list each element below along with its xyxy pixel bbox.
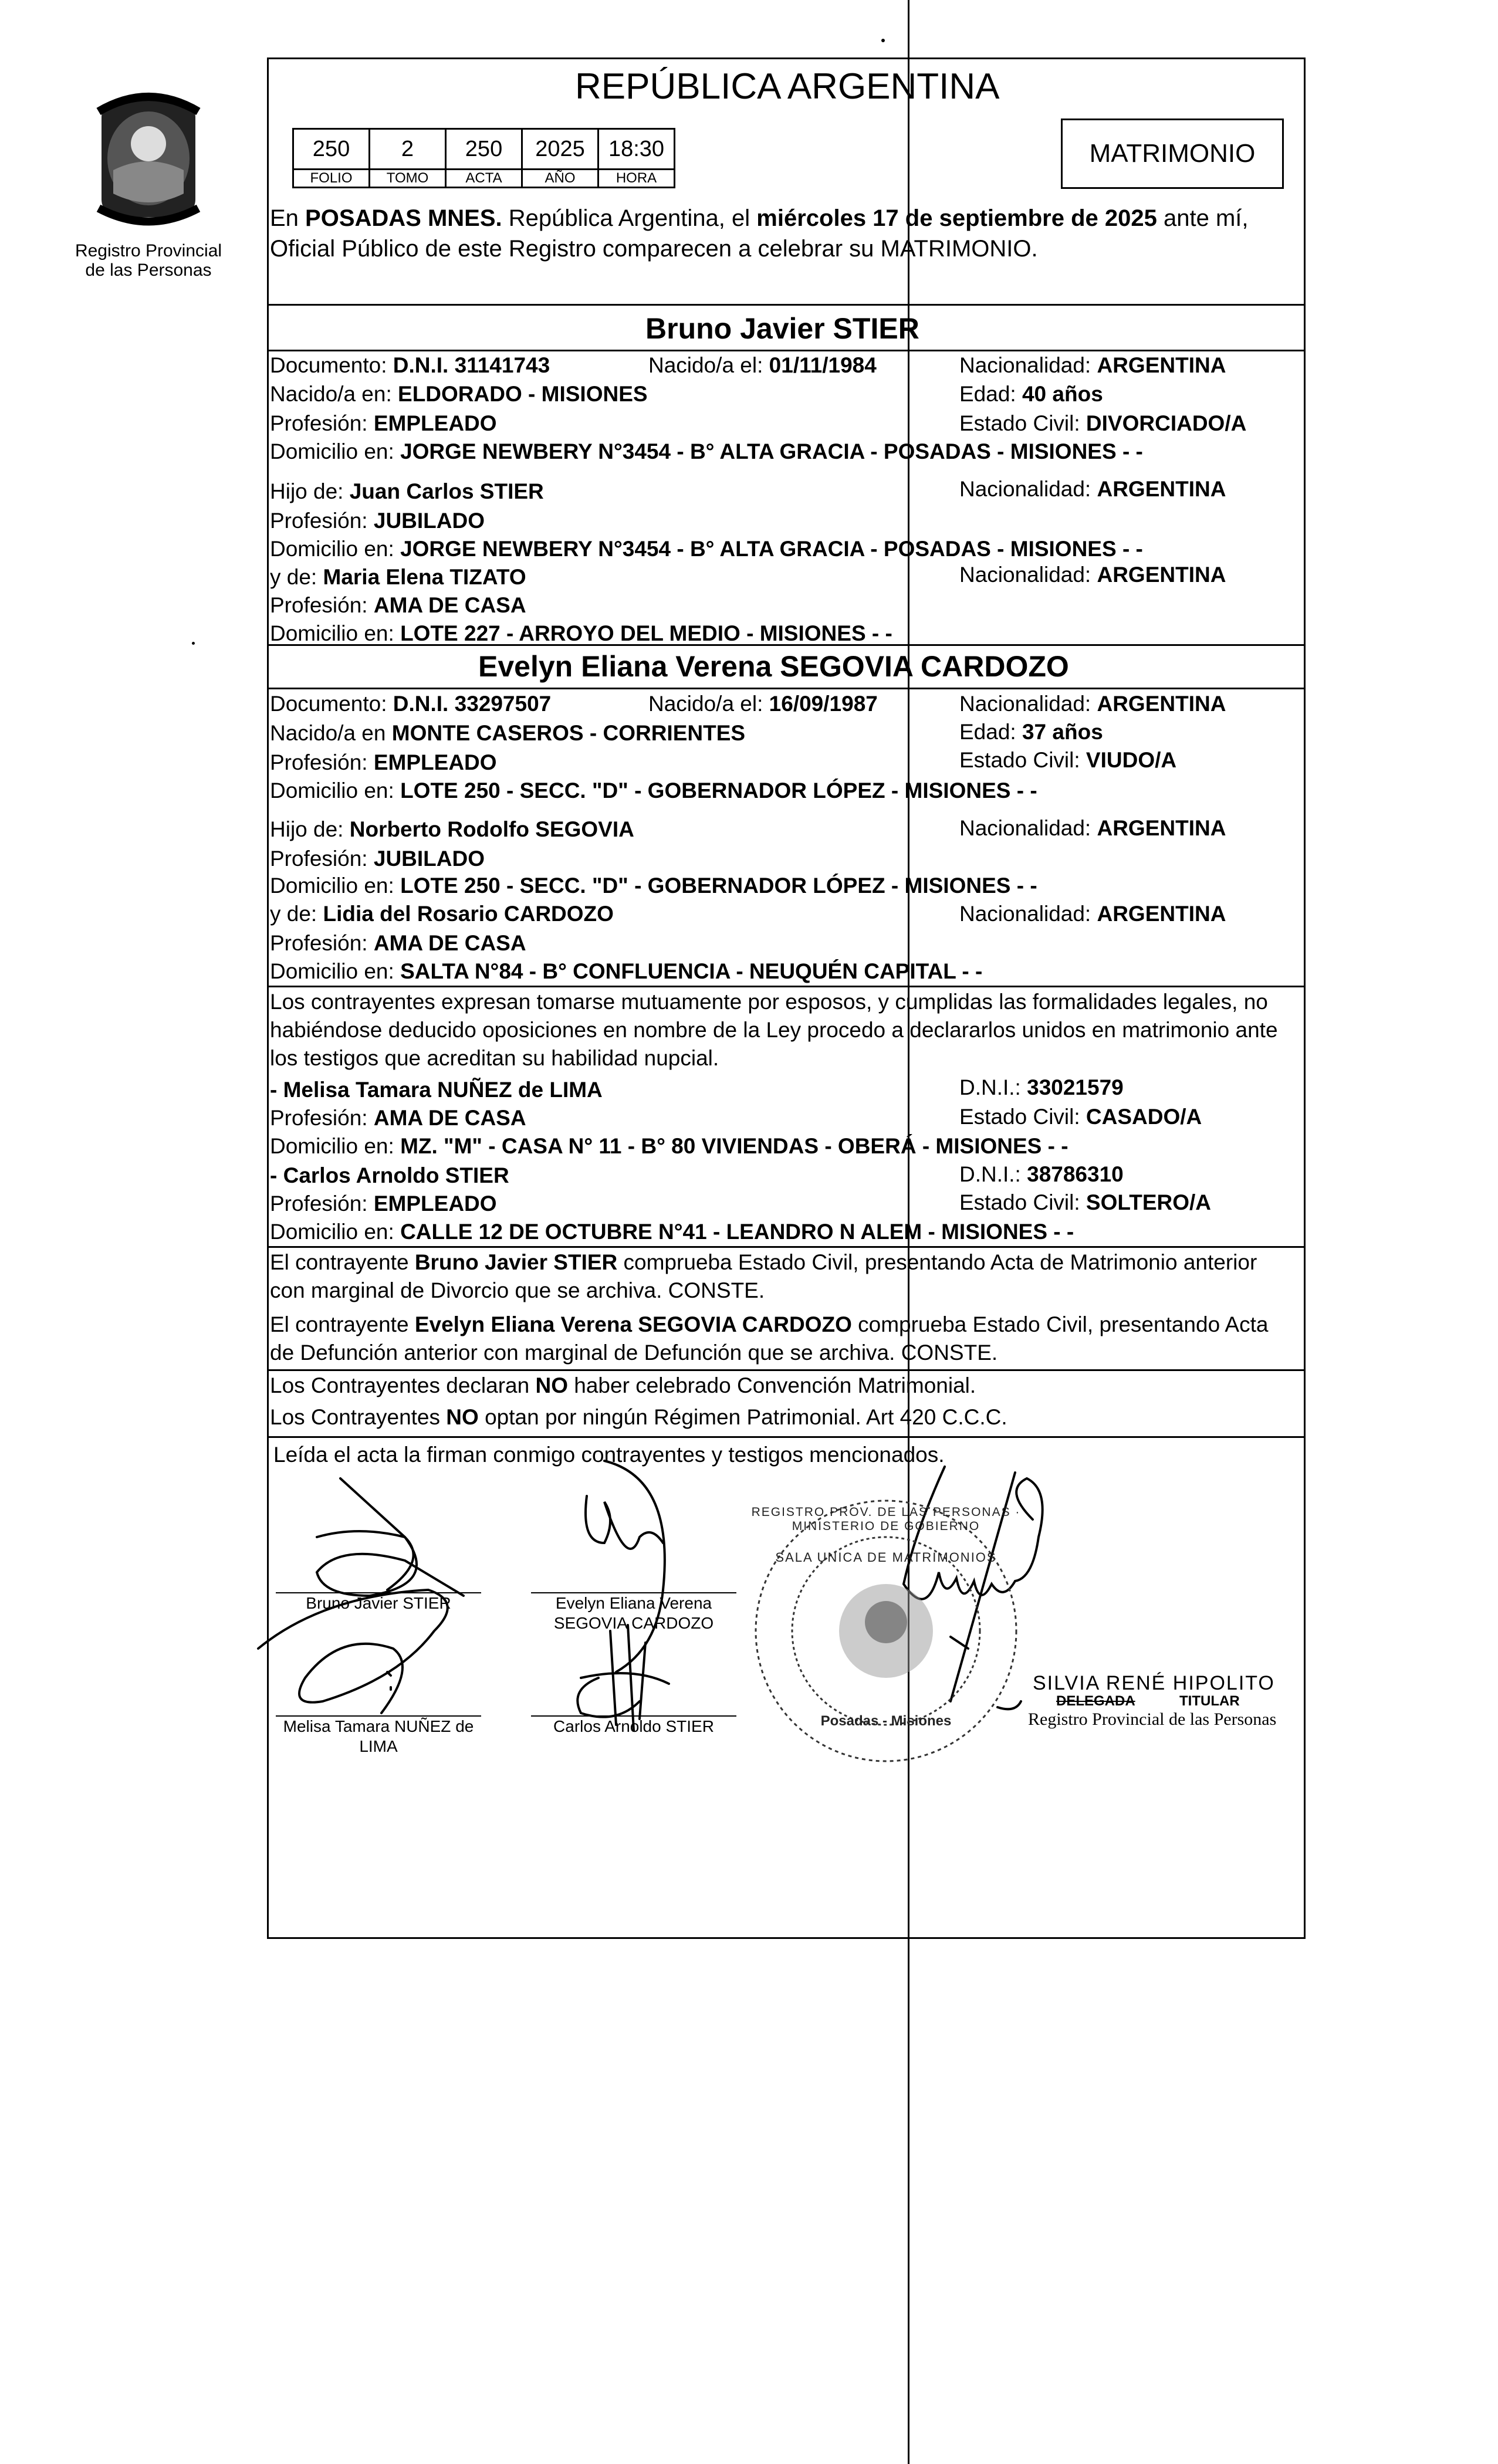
- bride-name: Evelyn Eliana Verena SEGOVIA CARDOZO: [478, 650, 1069, 683]
- divider: [267, 304, 1306, 306]
- bride-father-address: Domicilio en: LOTE 250 - SECC. "D" - GOBERNADOR LÓPEZ - MISIONES - -: [270, 874, 1037, 898]
- official-title: TITULAR: [1179, 1693, 1240, 1709]
- witness2-signature-label: Carlos Arnoldo STIER: [553, 1717, 714, 1735]
- groom-civil-status: Estado Civil: DIVORCIADO/A: [959, 411, 1247, 435]
- bride-mother-address: Domicilio en: SALTA N°84 - B° CONFLUENCIA - NEUQUÉN CAPITAL - -: [270, 959, 983, 983]
- groom-father-address: Domicilio en: JORGE NEWBERY N°3454 - B° ALTA GRACIA - POSADAS - MISIONES - -: [270, 537, 1143, 561]
- hora-label: HORA: [597, 168, 675, 188]
- bride-age: Edad: 37 años: [959, 720, 1103, 744]
- note1-line-1: El contrayente Bruno Javier STIER comprueba Estado Civil, presentando Acta de Matrimonio anterior: [270, 1250, 1257, 1274]
- logo-line1: Registro Provincial: [75, 241, 222, 260]
- acta-value: 250: [445, 128, 523, 170]
- tomo-value: 2: [368, 128, 447, 170]
- declaration-line-3: los testigos que acreditan su habilidad nupcial.: [270, 1046, 719, 1070]
- registry-logo: [69, 82, 228, 280]
- seal-outer-text: REGISTRO PROV. DE LAS PERSONAS · MINISTERIO DE GOBIERNO: [751, 1505, 1021, 1533]
- declaration-line-2: habiéndose deducido oposiciones en nombre de la Ley procedo a declararlos unidos en matrimonio ante: [270, 1018, 1278, 1042]
- acta-label: ACTA: [445, 168, 523, 188]
- bride-nationality: Nacionalidad: ARGENTINA: [959, 692, 1226, 716]
- divider: [267, 350, 1306, 351]
- intro-line-1: En POSADAS MNES. República Argentina, el miércoles 17 de septiembre de 2025 ante mí,: [270, 205, 1249, 231]
- note1-line-2: con marginal de Divorcio que se archiva. CONSTE.: [270, 1278, 765, 1302]
- witness2-address: Domicilio en: CALLE 12 DE OCTUBRE N°41 - LEANDRO N ALEM - MISIONES - -: [270, 1220, 1074, 1244]
- witness1-name: - Melisa Tamara NUÑEZ de LIMA: [270, 1078, 603, 1102]
- witness1-signature-label-1: Melisa Tamara NUÑEZ de: [283, 1717, 474, 1735]
- note2-line-1: El contrayente Evelyn Eliana Verena SEGOVIA CARDOZO comprueba Estado Civil, presentando Acta: [270, 1312, 1269, 1336]
- witness1-profession: Profesión: AMA DE CASA: [270, 1106, 526, 1130]
- witness1-address: Domicilio en: MZ. "M" - CASA N° 11 - B° 80 VIVIENDAS - OBERÁ - MISIONES - -: [270, 1134, 1068, 1158]
- groom-name: Bruno Javier STIER: [645, 312, 919, 345]
- bride-document: Documento: D.N.I. 33297507: [270, 692, 552, 716]
- bride-civil-status: Estado Civil: VIUDO/A: [959, 748, 1177, 772]
- groom-mother: y de: Maria Elena TIZATO: [270, 565, 526, 589]
- bride-mother-nationality: Nacionalidad: ARGENTINA: [959, 902, 1226, 926]
- divider: [267, 986, 1306, 987]
- official-org: Registro Provincial de las Personas: [1028, 1710, 1277, 1729]
- seal-inner-text: SALA UNICA DE MATRIMONIOS: [775, 1550, 997, 1565]
- official-name: SILVIA RENÉ HIPOLITO: [1033, 1672, 1275, 1694]
- bride-signature-stroke: [586, 1496, 663, 1549]
- divider: [267, 1436, 1306, 1438]
- hora-value: 18:30: [597, 128, 675, 170]
- official-struck-title: DELEGADA: [1056, 1693, 1135, 1709]
- divider: [267, 1369, 1306, 1371]
- groom-father: Hijo de: Juan Carlos STIER: [270, 479, 544, 503]
- bride-profession: Profesión: EMPLEADO: [270, 750, 497, 774]
- witness2-dni: D.N.I.: 38786310: [959, 1162, 1124, 1186]
- groom-mother-profession: Profesión: AMA DE CASA: [270, 593, 526, 617]
- bride-father: Hijo de: Norberto Rodolfo SEGOVIA: [270, 817, 634, 841]
- bride-signature-label-1: Evelyn Eliana Verena: [555, 1594, 712, 1612]
- groom-profession: Profesión: EMPLEADO: [270, 411, 497, 435]
- groom-signature-label: Bruno Javier STIER: [306, 1594, 451, 1612]
- anio-value: 2025: [521, 128, 599, 170]
- seal-city-text: Posadas - Misiones: [820, 1713, 952, 1729]
- bride-father-nationality: Nacionalidad: ARGENTINA: [959, 816, 1226, 840]
- groom-signature-stroke: [317, 1478, 464, 1596]
- witness1-signature-stroke: [258, 1590, 448, 1713]
- declaration-line-1: Los contrayentes expresan tomarse mutuamente por esposos, y cumplidas las formalidades legales, no: [270, 990, 1268, 1014]
- groom-birthplace: Nacido/a en: ELDORADO - MISIONES: [270, 382, 648, 406]
- groom-age: Edad: 40 años: [959, 382, 1103, 406]
- witness2-signature-stroke: [577, 1625, 669, 1731]
- act-type-box: MATRIMONIO: [1061, 119, 1284, 189]
- bride-signature-label-2: SEGOVIA CARDOZO: [553, 1614, 714, 1632]
- witness1-dni: D.N.I.: 33021579: [959, 1075, 1124, 1099]
- groom-mother-nationality: Nacionalidad: ARGENTINA: [959, 563, 1226, 587]
- bride-birthplace: Nacido/a en MONTE CASEROS - CORRIENTES: [270, 721, 746, 745]
- witness2-name: - Carlos Arnoldo STIER: [270, 1163, 509, 1187]
- stray-mark: [192, 642, 195, 645]
- logo-line2: de las Personas: [85, 260, 212, 280]
- groom-birthdate: Nacido/a el: 01/11/1984: [648, 353, 877, 377]
- witness2-profession: Profesión: EMPLEADO: [270, 1192, 497, 1216]
- groom-father-profession: Profesión: JUBILADO: [270, 509, 485, 533]
- bride-birthdate: Nacido/a el: 16/09/1987: [648, 692, 878, 716]
- regime-line-2: Los Contrayentes NO optan por ningún Régimen Patrimonial. Art 420 C.C.C.: [270, 1405, 1007, 1429]
- groom-mother-address: Domicilio en: LOTE 227 - ARROYO DEL MEDIO - MISIONES - -: [270, 621, 892, 645]
- country-title: REPÚBLICA ARGENTINA: [575, 66, 1000, 107]
- folio-label: FOLIO: [292, 168, 370, 188]
- groom-address: Domicilio en: JORGE NEWBERY N°3454 - B° ALTA GRACIA - POSADAS - MISIONES - -: [270, 439, 1143, 463]
- regime-line-1: Los Contrayentes declaran NO haber celebrado Convención Matrimonial.: [270, 1373, 976, 1397]
- divider: [267, 644, 1306, 646]
- intro-line-2: Oficial Público de este Registro comparecen a celebrar su MATRIMONIO.: [270, 236, 1038, 262]
- anio-label: AÑO: [521, 168, 599, 188]
- witness2-civil-status: Estado Civil: SOLTERO/A: [959, 1190, 1212, 1214]
- witness1-civil-status: Estado Civil: CASADO/A: [959, 1105, 1202, 1129]
- closing-statement: Leída el acta la firman conmigo contrayentes y testigos mencionados.: [273, 1443, 945, 1467]
- groom-document: Documento: D.N.I. 31141743: [270, 353, 550, 377]
- bride-mother: y de: Lidia del Rosario CARDOZO: [270, 902, 614, 926]
- official-seal: [751, 1496, 1021, 1766]
- note2-line-2: de Defunción anterior con marginal de Defunción que se archiva. CONSTE.: [270, 1341, 998, 1365]
- bride-father-profession: Profesión: JUBILADO: [270, 847, 485, 871]
- divider: [267, 1246, 1306, 1248]
- bride-address: Domicilio en: LOTE 250 - SECC. "D" - GOBERNADOR LÓPEZ - MISIONES - -: [270, 779, 1037, 803]
- stray-mark: [881, 39, 885, 42]
- province-emblem-icon: [69, 82, 228, 235]
- bride-mother-profession: Profesión: AMA DE CASA: [270, 931, 526, 955]
- groom-nationality: Nacionalidad: ARGENTINA: [959, 353, 1226, 377]
- witness1-signature-label-2: LIMA: [359, 1737, 398, 1755]
- tomo-label: TOMO: [368, 168, 447, 188]
- folio-value: 250: [292, 128, 370, 170]
- groom-father-nationality: Nacionalidad: ARGENTINA: [959, 477, 1226, 501]
- divider: [267, 688, 1306, 689]
